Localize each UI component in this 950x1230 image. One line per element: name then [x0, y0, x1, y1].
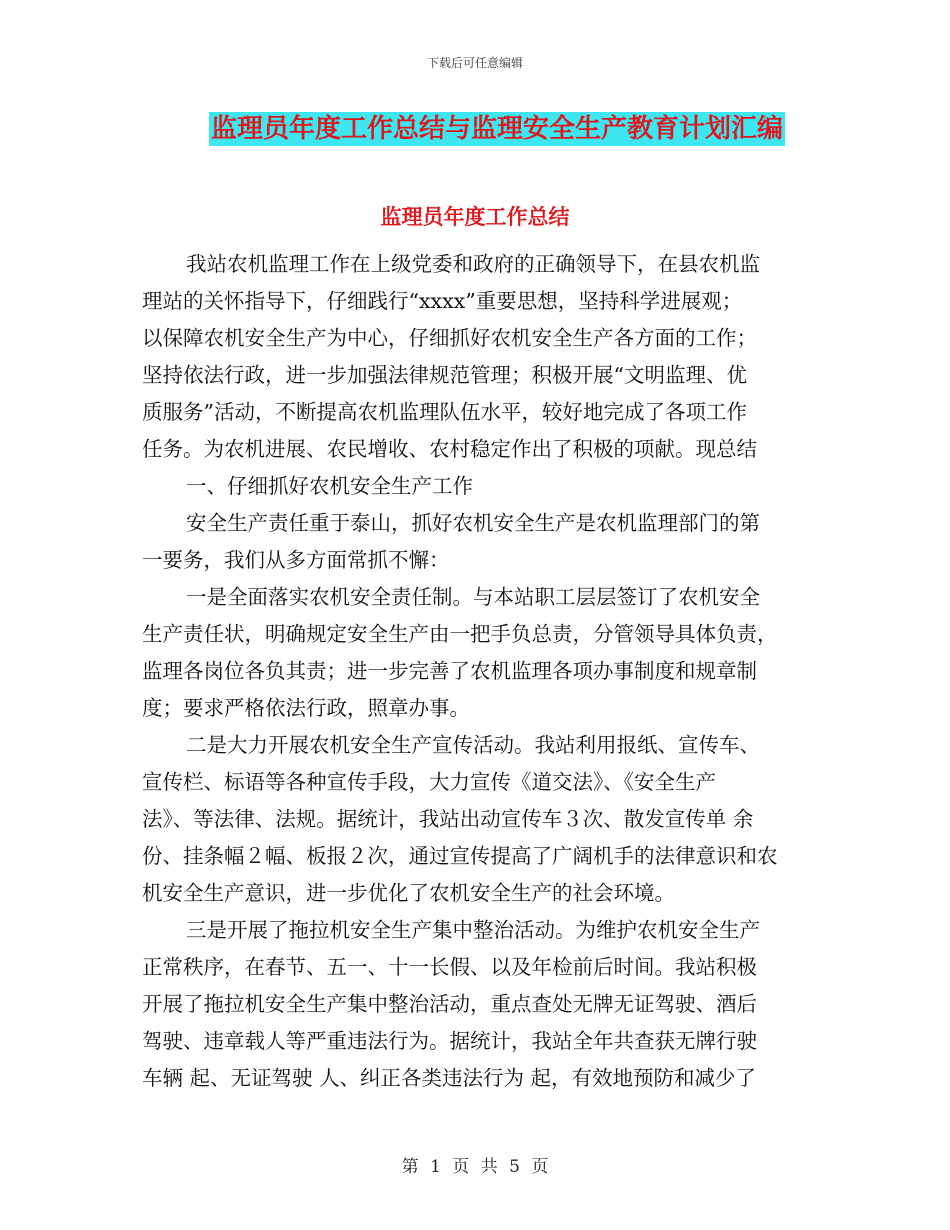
document-main-title: 监理员年度工作总结与监理安全生产教育计划汇编	[210, 114, 783, 144]
paragraph-line: 机安全生产意识，进一步优化了农机安全生产的社会环境。	[142, 881, 675, 905]
page-number: 第 1 页 共 5 页	[401, 1157, 549, 1177]
paragraph-line: 一要务，我们从多方面常抓不懈：	[142, 548, 450, 572]
paragraph-line: 任务。为农机进展、农民增收、农村稳定作出了积极的项献。现总结	[142, 437, 757, 461]
paragraph-line: 坚持依法行政，进一步加强法律规范管理；积极开展“文明监理、优	[142, 363, 747, 387]
page-header-note: 下载后可任意编辑	[426, 56, 523, 70]
paragraph-line: 正常秩序，在春节、五一、十一长假、以及年检前后时间。我站积极	[142, 955, 757, 979]
subheading-line: 一、仔细抓好农机安全生产工作	[186, 474, 473, 498]
paragraph-line: 生产责任状，明确规定安全生产由一把手负总责，分管领导具体负责，	[142, 622, 778, 646]
paragraph-line: 一是全面落实农机安全责任制。与本站职工层层签订了农机安全	[186, 585, 760, 609]
paragraph-line: 开展了拖拉机安全生产集中整治活动，重点查处无牌无证驾驶、酒后	[142, 992, 757, 1016]
paragraph-line: 二是大力开展农机安全生产宣传活动。我站利用报纸、宣传车、	[186, 733, 760, 757]
paragraph-line: 我站农机监理工作在上级党委和政府的正确领导下，在县农机监	[186, 252, 760, 276]
paragraph-line: 车辆 起、无证驾驶 人、纠正各类违法行为 起，有效地预防和减少了	[142, 1066, 757, 1090]
paragraph-line: 监理各岗位各负其责；进一步完善了农机监理各项办事制度和规章制	[142, 659, 757, 683]
section-title: 监理员年度工作总结	[380, 205, 570, 229]
paragraph-line: 份、挂条幅２幅、板报２次，通过宣传提高了广阔机手的法律意识和农	[142, 844, 778, 868]
document-body	[142, 246, 812, 1097]
paragraph-line: 宣传栏、标语等各种宣传手段，大力宣传《道交法》、《安全生产	[142, 770, 716, 794]
paragraph-line: 以保障农机安全生产为中心，仔细抓好农机安全生产各方面的工作；	[142, 326, 757, 350]
paragraph-line: 驾驶、违章载人等严重违法行为。据统计，我站全年共查获无牌行驶	[142, 1029, 757, 1053]
paragraph-line: 理站的关怀指导下，仔细践行“xxxx”重要思想，坚持科学进展观；	[142, 289, 743, 313]
paragraph-line: 安全生产责任重于泰山，抓好农机安全生产是农机监理部门的第	[186, 511, 760, 535]
paragraph-line: 质服务”活动，不断提高农机监理队伍水平，较好地完成了各项工作	[142, 400, 747, 424]
paragraph-line: 度；要求严格依法行政，照章办事。	[142, 696, 470, 720]
main-title-container	[0, 112, 950, 146]
paragraph-line: 法》、等法律、法规。据统计，我站出动宣传车３次、散发宣传单 余	[142, 807, 754, 831]
paragraph-line: 三是开展了拖拉机安全生产集中整治活动。为维护农机安全生产	[186, 918, 760, 942]
